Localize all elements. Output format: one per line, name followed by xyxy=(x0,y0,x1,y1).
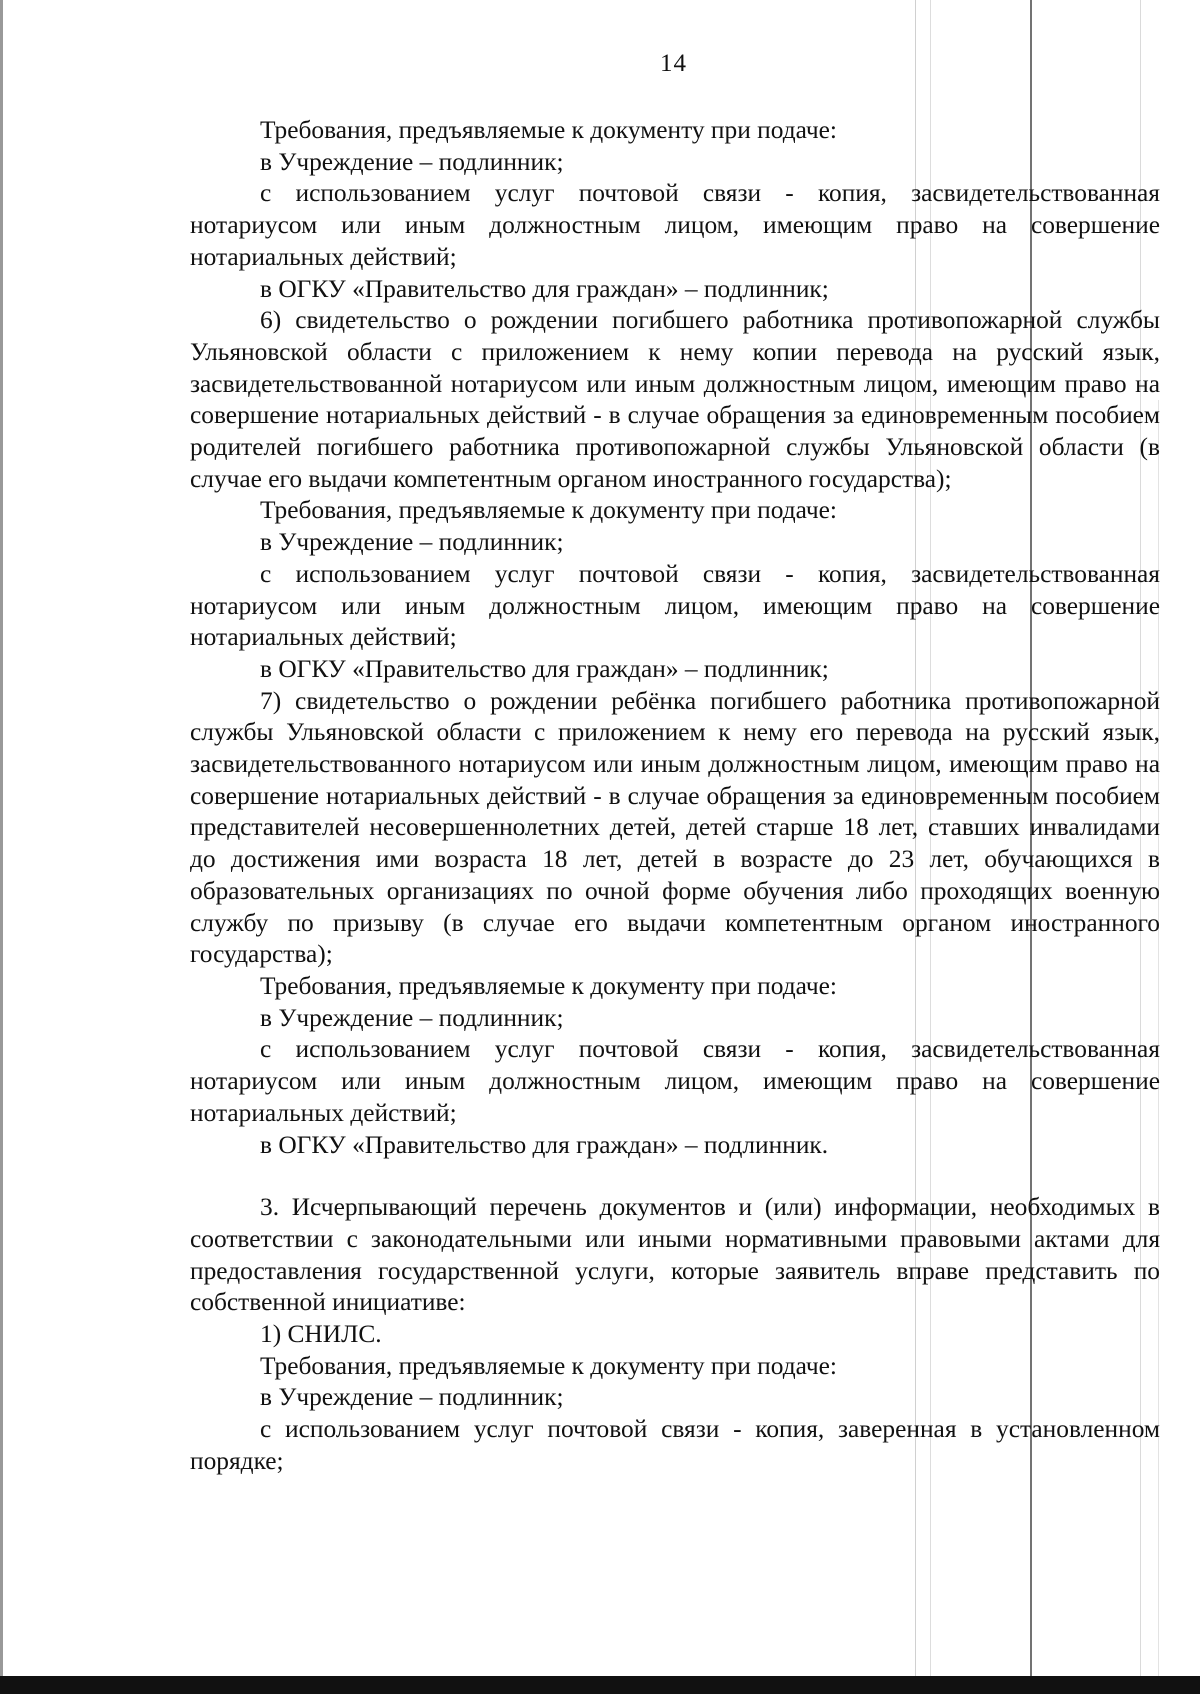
paragraph: в ОГКУ «Правительство для граждан» – подлинник. xyxy=(260,1130,829,1159)
paragraph: в Учреждение – подлинник; xyxy=(260,1383,564,1412)
section-gap xyxy=(190,1161,1160,1192)
document-body xyxy=(190,115,1160,1478)
paragraph: в Учреждение – подлинник; xyxy=(260,147,564,176)
scan-edge xyxy=(0,0,3,1694)
paragraph: 7) свидетельство о рождении ребёнка погибшего работника противопожарной службы Ульяновской области с приложением к нему его перевода на русский язык, засвидетельствованного нотариусом или иным должностным лицом, имеющим право на совершение нотариальных действий - в случае обращения за единовременным пособием представителей несовершеннолетних детей, детей старше 18 лет, ставших инвалидами до достижения ими возраста 18 лет, детей в возрасте до 23 лет, обучающихся в образовательных организациях по очной форме обучения либо проходящих военную службу по призыву (в случае его выдачи компетентным органом иностранного государства); xyxy=(190,686,1160,969)
paragraph: Требования, предъявляемые к документу при подаче: xyxy=(260,496,837,525)
paragraph: Требования, предъявляемые к документу при подаче: xyxy=(260,1351,837,1380)
paragraph: с использованием услуг почтовой связи - копия, заверенная в установленном порядке; xyxy=(190,1415,1160,1475)
paragraph: 6) свидетельство о рождении погибшего работника противопожарной службы Ульяновской области с приложением к нему копии перевода на русский язык, засвидетельствованной нотариусом или иным должностным лицом, имеющим право на совершение нотариальных действий - в случае обращения за единовременным пособием родителей погибшего работника противопожарной службы Ульяновской области (в случае его выдачи компетентным органом иностранного государства); xyxy=(190,306,1160,493)
paragraph: с использованием услуг почтовой связи - копия, засвидетельствованная нотариусом или иным должностным лицом, имеющим право на совершение нотариальных действий; xyxy=(190,179,1160,271)
paragraph: с использованием услуг почтовой связи - копия, засвидетельствованная нотариусом или иным должностным лицом, имеющим право на совершение нотариальных действий; xyxy=(190,559,1160,652)
paragraph: 1) СНИЛС. xyxy=(260,1320,382,1349)
paragraph: в ОГКУ «Правительство для граждан» – подлинник; xyxy=(260,274,829,303)
paragraph: Требования, предъявляемые к документу при подаче: xyxy=(260,971,837,1000)
paragraph: в Учреждение – подлинник; xyxy=(260,1003,564,1032)
paragraph: с использованием услуг почтовой связи - копия, засвидетельствованная нотариусом или иным должностным лицом, имеющим право на совершение нотариальных действий; xyxy=(190,1035,1160,1127)
paragraph: 3. Исчерпывающий перечень документов и (или) информации, необходимых в соответствии с законодательными или иными нормативными правовыми актами для предоставления государственной услуги, которые заявитель вправе представить по собственной инициативе: xyxy=(190,1193,1160,1317)
paragraph: в Учреждение – подлинник; xyxy=(260,528,564,557)
paragraph: Требования, предъявляемые к документу при подаче: xyxy=(260,116,837,144)
paragraph: в ОГКУ «Правительство для граждан» – подлинник; xyxy=(260,654,829,683)
scan-bottom-edge xyxy=(0,1676,1200,1694)
page-number: 14 xyxy=(660,50,687,77)
